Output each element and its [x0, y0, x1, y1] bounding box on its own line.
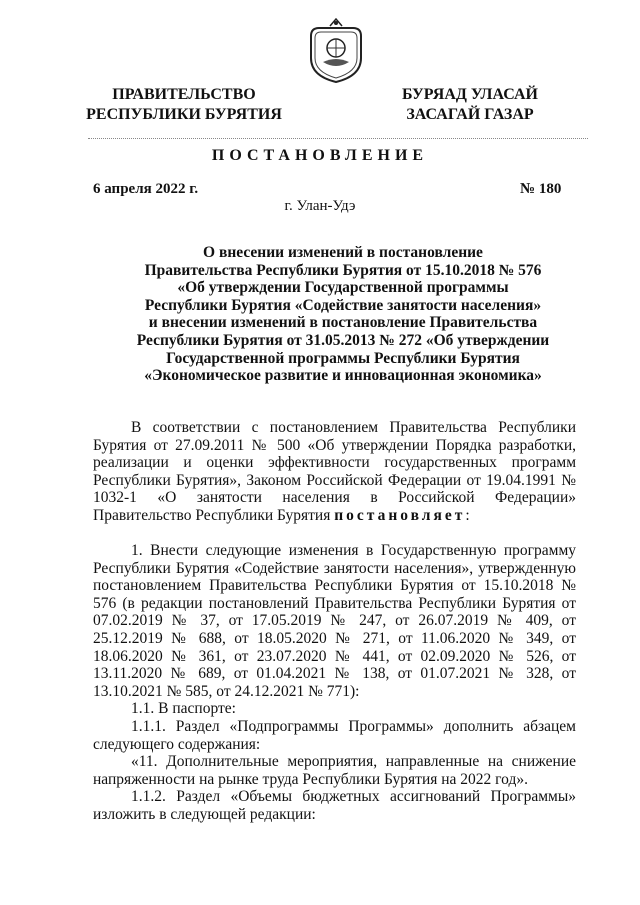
- header-divider: [88, 138, 588, 139]
- decree-colon: :: [465, 506, 470, 524]
- document-city: г. Улан-Удэ: [284, 198, 356, 214]
- header-right-line2: ЗАСАГАЙ ГАЗАР: [406, 106, 534, 123]
- body-paragraph: 1. Внести следующие изменения в Государственную программу Республики Бурятия «Содействие занятости населения», утвержденную постановлением Правительства Республики Бурятия от 15.10.2018 № 576 (в редакции постановлений Правительства Республики Бурятия от 07.02.2019 № 37, от 17.05.2019 № 247, от 26.07.2019 № 409, от 25.12.2019 № 688, от 18.05.2020 № 271, от 11.06.2020 № 349, от 18.06.2020 № 361, от 23.07.2020 № 441, от 02.09.2020 № 526, от 13.11.2020 № 689, от 01.04.2021 № 138, от 01.07.2021 № 328, от 13.10.2021 № 585, от 24.12.2021 № 771):: [93, 542, 576, 700]
- document-date: 6 апреля 2022 г.: [93, 181, 199, 197]
- government-name-buryat: [380, 85, 560, 125]
- preamble: [93, 419, 576, 525]
- title-line: Республики Бурятия от 31.05.2013 № 272 «Об утверждении: [136, 331, 550, 349]
- title-line: «Экономическое развитие и инновационная экономика»: [144, 367, 542, 385]
- preamble-text: В соответствии с постановлением Правительства Республики Бурятия от 27.09.2011 № 500 «Об утверждении Порядка разработки, реализации и оценки эффективности государственных программ Республики Бурятия», Законом Российской Федерации от 19.04.1991 № 1032-1 «О занятости населения в Российской Федерации» Правительство Республики Бурятия: [93, 419, 576, 524]
- title-line: «Об утверждении Государственной программы: [177, 279, 509, 297]
- title-line: Правительства Республики Бурятия от 15.10.2018 № 576: [144, 261, 542, 279]
- document-number: № 180: [520, 181, 562, 197]
- coat-of-arms-emblem: [305, 18, 367, 84]
- government-name-russian: [78, 85, 290, 125]
- header-left-line1: ПРАВИТЕЛЬСТВО: [112, 86, 256, 103]
- title-line: О внесении изменений в постановление: [203, 244, 483, 261]
- body-paragraph: 1.1.2. Раздел «Объемы бюджетных ассигнований Программы» изложить в следующей редакции:: [93, 788, 576, 823]
- body-paragraph: 1.1. В паспорте:: [131, 700, 236, 718]
- title-line: Республики Бурятия «Содействие занятости населения»: [144, 296, 542, 314]
- body-paragraph: «11. Дополнительные мероприятия, направленные на снижение напряженности на рынке труда Республики Бурятия на 2022 год».: [93, 753, 576, 788]
- header-right-line1: БУРЯАД УЛАСАЙ: [402, 86, 538, 103]
- document-body: [93, 542, 576, 824]
- document-type: ПОСТАНОВЛЕНИЕ: [211, 147, 429, 164]
- body-paragraph: 1.1.1. Раздел «Подпрограммы Программы» дополнить абзацем следующего содержания:: [93, 717, 576, 753]
- title-line: Государственной программы Республики Бурятия: [166, 349, 520, 367]
- header-left-line2: РЕСПУБЛИКИ БУРЯТИЯ: [86, 106, 282, 123]
- decree-word: постановляет: [334, 506, 466, 524]
- preamble-paragraph: [93, 419, 576, 525]
- title-line: и внесении изменений в постановление Правительства: [148, 314, 538, 332]
- document-title: [93, 244, 593, 385]
